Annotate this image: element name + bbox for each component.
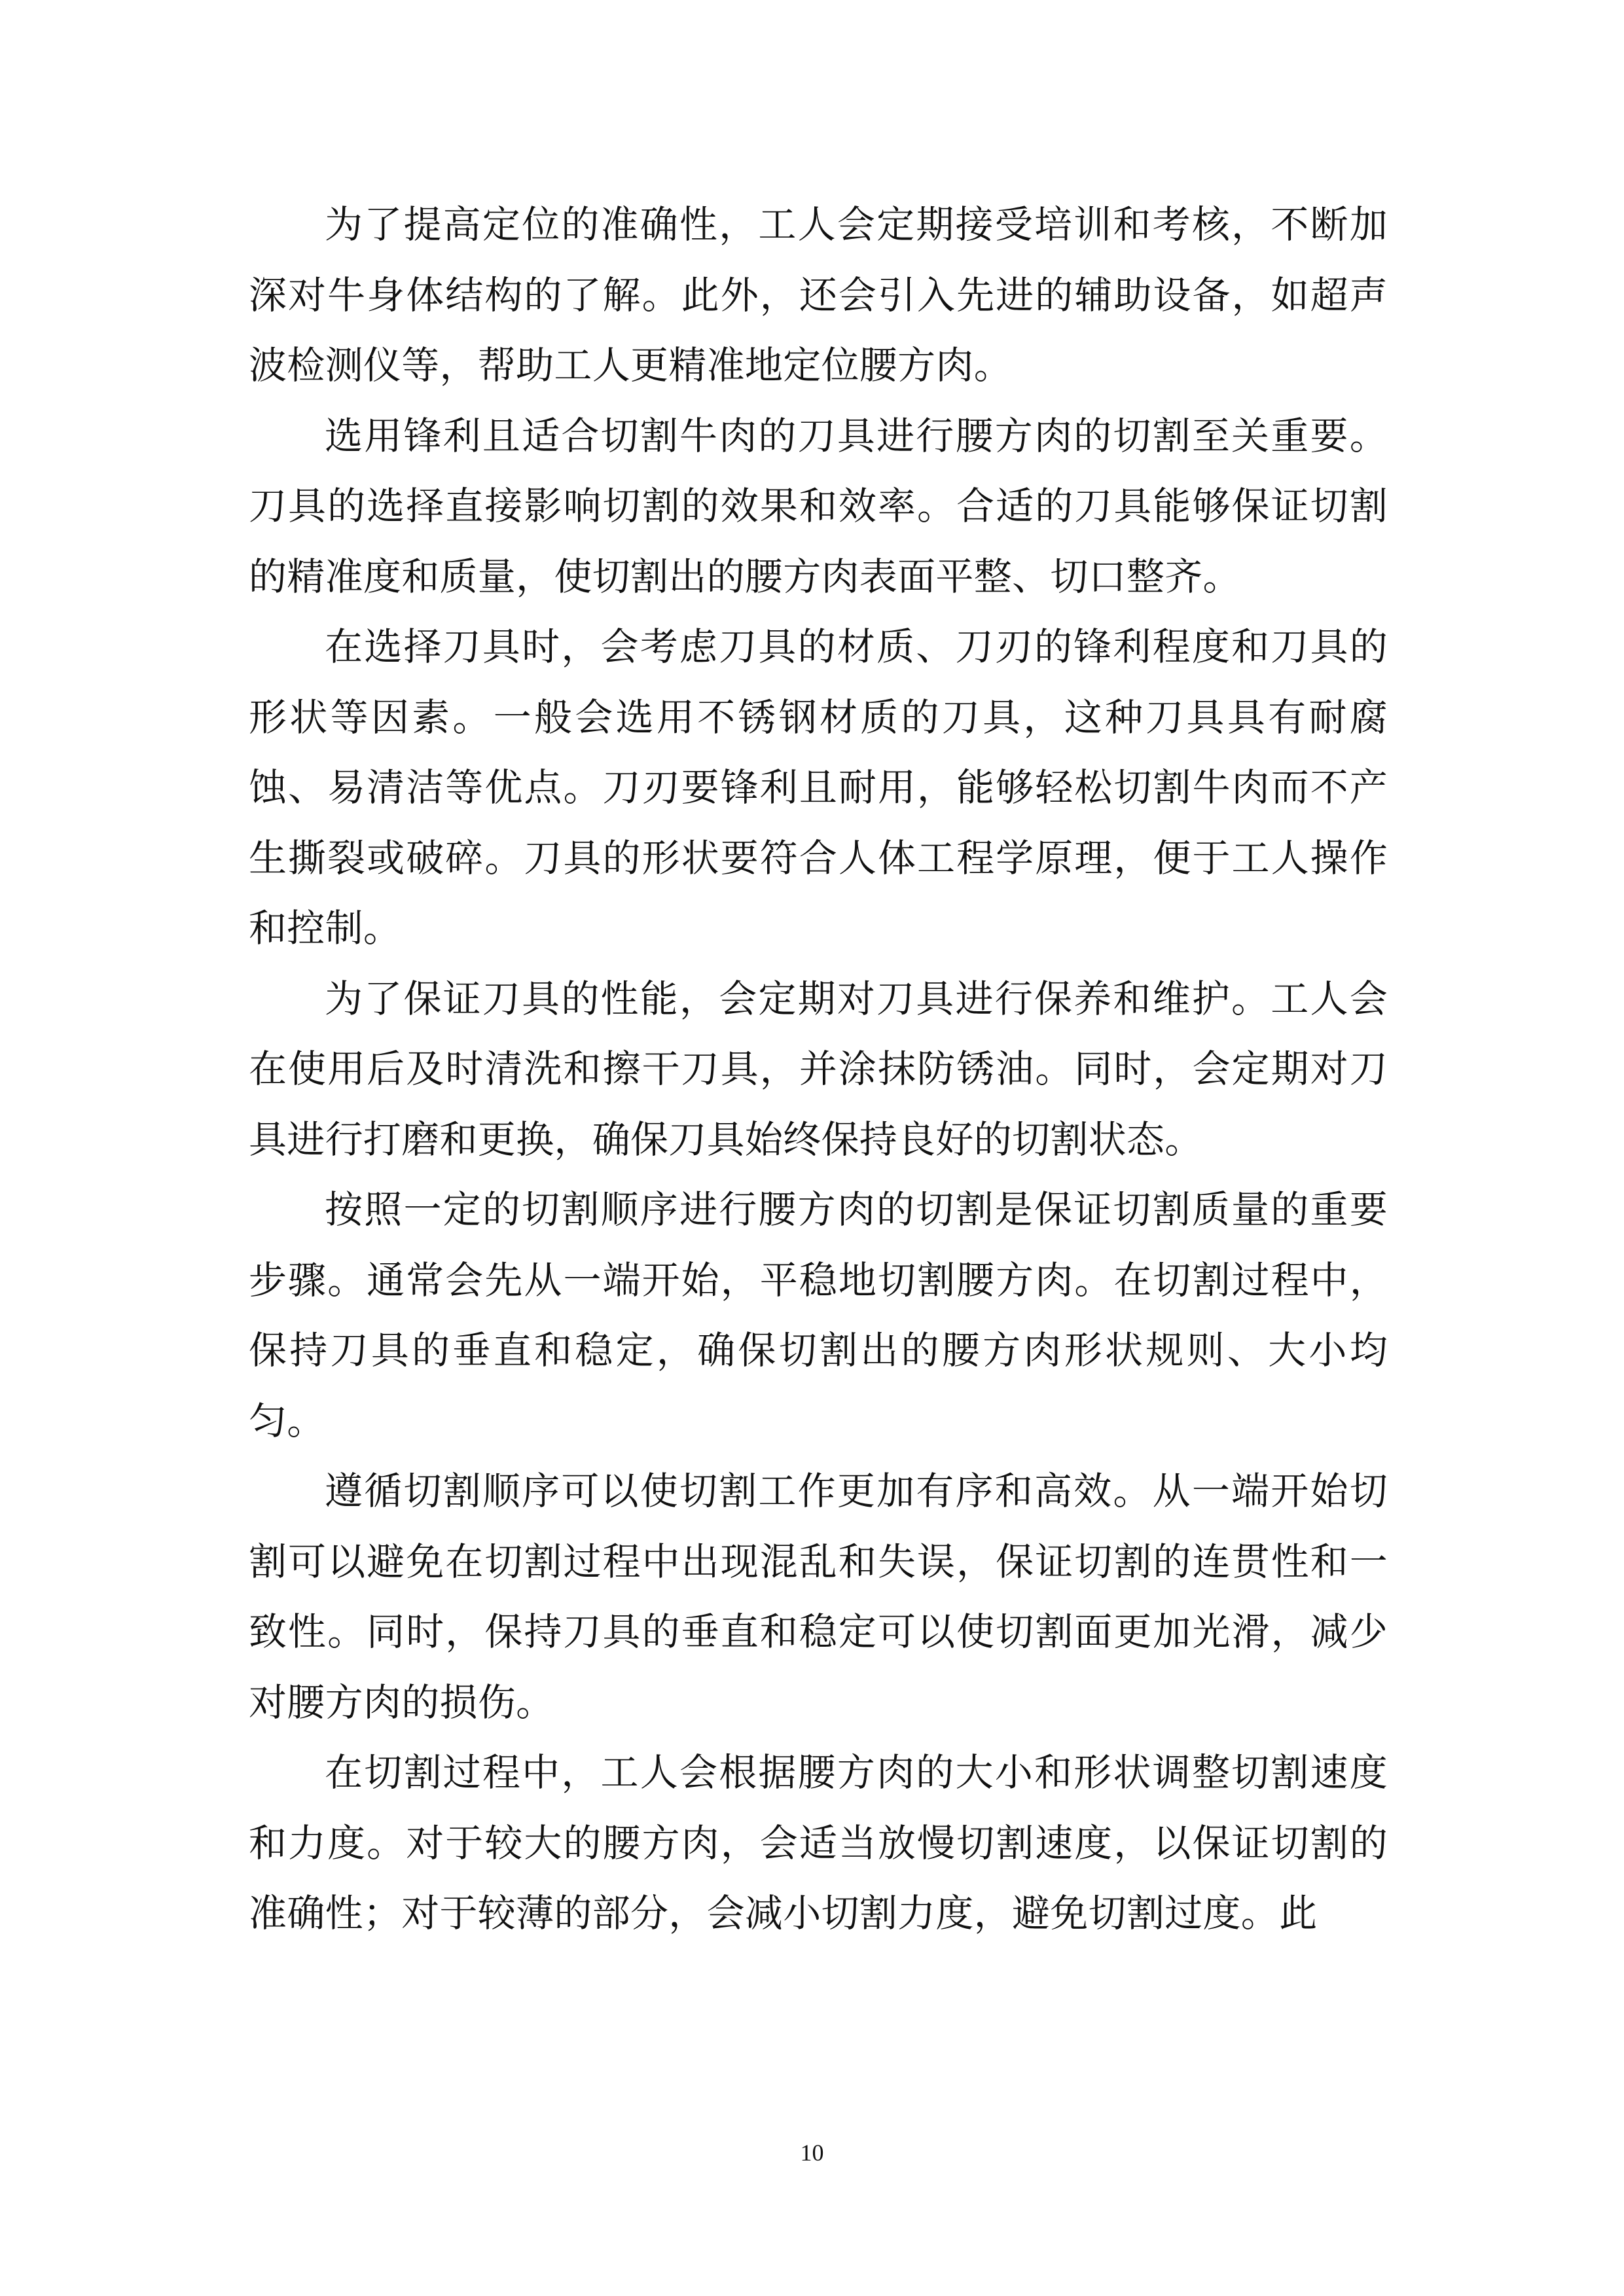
paragraph: 在选择刀具时，会考虑刀具的材质、刀刃的锋利程度和刀具的形状等因素。一般会选用不锈钢材质的刀具，这种刀具具有耐腐蚀、易清洁等优点。刀刃要锋利且耐用，能够轻松切割牛肉而不产生撕裂或破碎。刀具的形状要符合人体工程学原理，便于工人操作和控制。: [249, 624, 1388, 950]
paragraph: 在切割过程中，工人会根据腰方肉的大小和形状调整切割速度和力度。对于较大的腰方肉，会适当放慢切割速度，以保证切割的准确性；对于较薄的部分，会减小切割力度，避免切割过度。此: [249, 1750, 1388, 1935]
paragraph: 按照一定的切割顺序进行腰方肉的切割是保证切割质量的重要步骤。通常会先从一端开始，平稳地切割腰方肉。在切割过程中，保持刀具的垂直和稳定，确保切割出的腰方肉形状规则、大小均匀。: [249, 1187, 1388, 1443]
body-text: [249, 190, 1388, 1949]
paragraph: 选用锋利且适合切割牛肉的刀具进行腰方肉的切割至关重要。刀具的选择直接影响切割的效果和效率。合适的刀具能够保证切割的精准度和质量，使切割出的腰方肉表面平整、切口整齐。: [249, 413, 1388, 599]
paragraph: 为了提高定位的准确性，工人会定期接受培训和考核，不断加深对牛身体结构的了解。此外，还会引入先进的辅助设备，如超声波检测仪等，帮助工人更精准地定位腰方肉。: [249, 202, 1388, 387]
paragraph: 遵循切割顺序可以使切割工作更加有序和高效。从一端开始切割可以避免在切割过程中出现混乱和失误，保证切割的连贯性和一致性。同时，保持刀具的垂直和稳定可以使切割面更加光滑，减少对腰方肉的损伤。: [249, 1469, 1388, 1725]
page-number: 10: [800, 2140, 824, 2166]
paragraph: 为了保证刀具的性能，会定期对刀具进行保养和维护。工人会在使用后及时清洗和擦干刀具，并涂抹防锈油。同时，会定期对刀具进行打磨和更换，确保刀具始终保持良好的切割状态。: [249, 976, 1388, 1162]
